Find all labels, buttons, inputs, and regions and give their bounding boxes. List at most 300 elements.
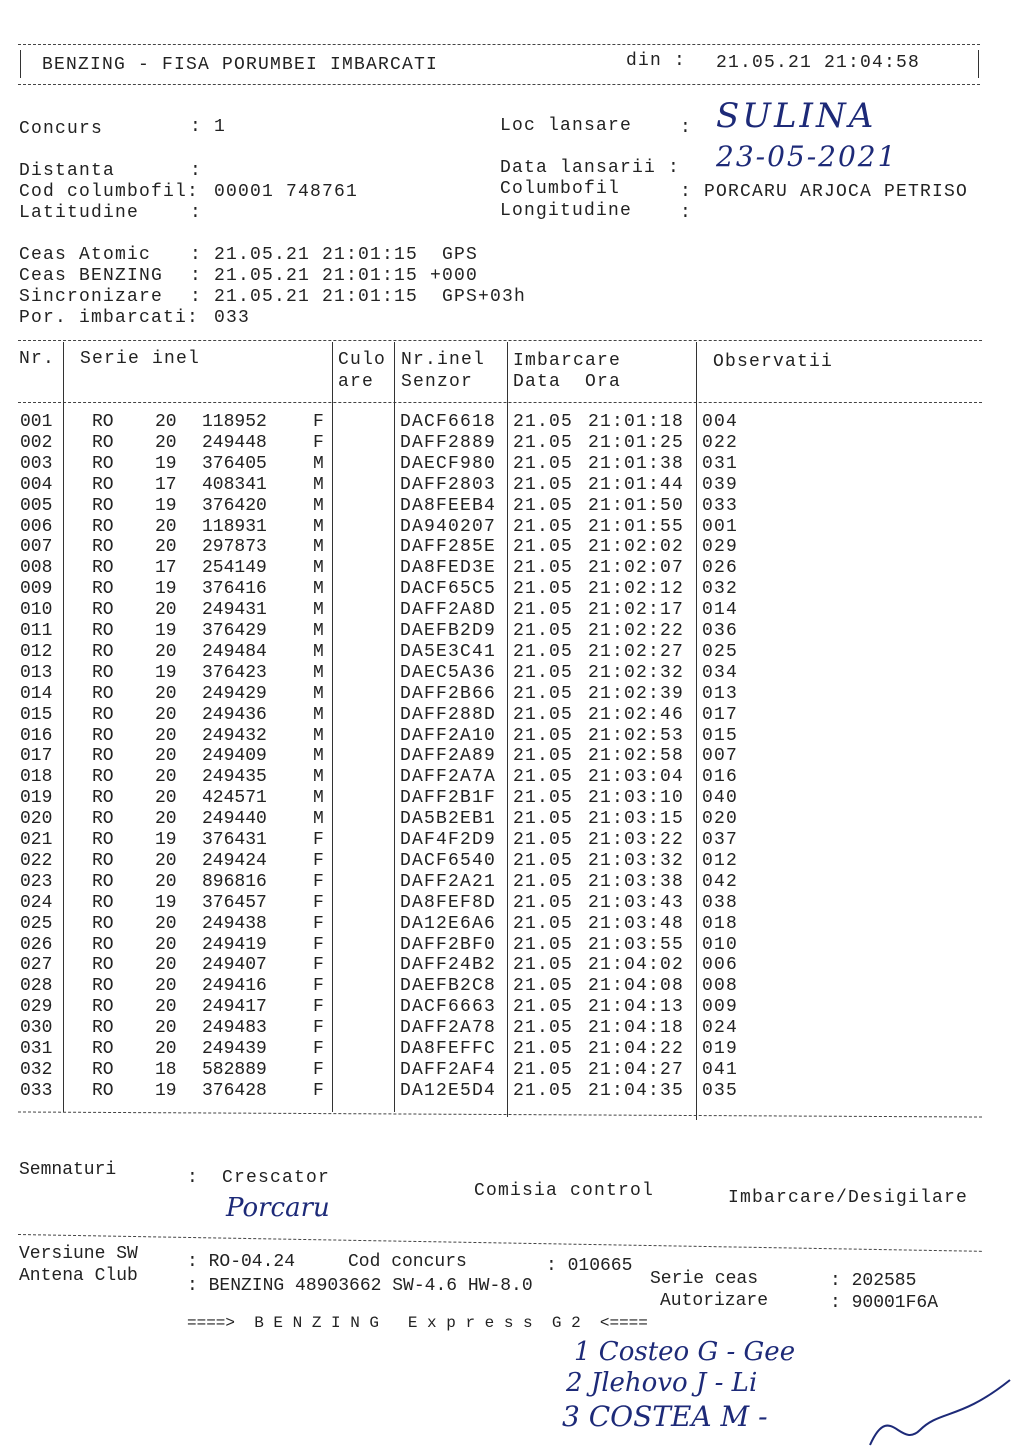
row-ring: 249484 xyxy=(202,641,267,662)
row-ring: 249429 xyxy=(202,683,267,704)
row-country: RO xyxy=(92,412,114,432)
row-year: 20 xyxy=(155,600,177,621)
row-country: RO xyxy=(92,1080,114,1101)
row-sensor: DAEC5A36 xyxy=(400,662,497,683)
din-label: din : xyxy=(626,51,687,71)
table-bottom-border xyxy=(18,1111,982,1117)
row-obs: 040 xyxy=(702,788,739,809)
row-sensor: DAFF2889 xyxy=(400,432,497,453)
crescator-signature: Porcaru xyxy=(226,1193,330,1223)
row-date: 21.05 xyxy=(513,746,574,767)
row-date: 21.05 xyxy=(513,516,574,537)
row-nr: 012 xyxy=(20,641,53,662)
row-nr: 008 xyxy=(20,558,53,579)
handwritten-note: 2 Jlehovo J - Li xyxy=(566,1368,758,1398)
col-header-observatii: Observatii xyxy=(713,352,834,372)
row-time: 21:02:02 xyxy=(588,537,685,558)
row-obs: 026 xyxy=(702,558,739,579)
row-ring: 297873 xyxy=(202,537,267,558)
row-ring: 249440 xyxy=(202,809,267,830)
row-sensor: DAF4F2D9 xyxy=(400,830,497,850)
row-nr: 021 xyxy=(20,830,53,850)
ceas-benzing-label: Ceas BENZING xyxy=(19,266,164,286)
din-value: 21.05.21 21:04:58 xyxy=(716,53,921,73)
table-row xyxy=(0,809,1024,830)
row-sensor: DAFF24B2 xyxy=(400,955,497,976)
col-header-imbarcare-1: Imbarcare xyxy=(513,351,622,371)
row-date: 21.05 xyxy=(513,1018,574,1039)
row-year: 19 xyxy=(155,495,177,516)
table-row xyxy=(0,955,1024,976)
row-nr: 014 xyxy=(20,683,53,704)
row-sex: F xyxy=(313,976,324,997)
row-sex: F xyxy=(313,892,324,913)
row-sensor: DAFF2A78 xyxy=(400,1018,497,1039)
row-sex: M xyxy=(313,746,324,767)
row-ring: 249416 xyxy=(202,976,267,997)
row-ring: 249409 xyxy=(202,746,267,767)
row-year: 20 xyxy=(155,788,177,809)
row-sex: F xyxy=(313,934,324,955)
table-row xyxy=(0,746,1024,767)
longitudine-value: : xyxy=(680,203,693,223)
row-date: 21.05 xyxy=(513,641,574,662)
table-row xyxy=(0,851,1024,872)
row-ring: 118931 xyxy=(202,516,267,537)
header-bottom-border xyxy=(18,84,980,85)
col-header-serie: Serie inel xyxy=(80,349,201,369)
row-country: RO xyxy=(92,892,114,913)
row-country: RO xyxy=(92,997,114,1018)
row-time: 21:01:18 xyxy=(588,412,685,432)
row-ring: 376416 xyxy=(202,579,267,600)
row-year: 20 xyxy=(155,725,177,746)
row-ring: 249419 xyxy=(202,934,267,955)
versiune-sw-value: : RO-04.24 xyxy=(187,1252,296,1272)
row-ring: 249432 xyxy=(202,725,267,746)
row-sex: M xyxy=(313,767,324,788)
row-sex: F xyxy=(313,955,324,976)
row-nr: 019 xyxy=(20,788,53,809)
table-row xyxy=(0,642,1024,663)
row-obs: 033 xyxy=(702,495,739,516)
row-date: 21.05 xyxy=(513,976,574,997)
row-sensor: DA12E6A6 xyxy=(400,913,497,934)
cod-columbofil-label: Cod columbofil: xyxy=(19,182,200,202)
row-obs: 042 xyxy=(702,871,739,892)
table-row xyxy=(0,976,1024,997)
row-time: 21:03:15 xyxy=(588,809,685,830)
table-row xyxy=(0,872,1024,893)
row-nr: 009 xyxy=(20,579,53,600)
row-country: RO xyxy=(92,913,114,934)
table-row xyxy=(0,454,1024,475)
row-obs: 032 xyxy=(702,579,739,600)
row-time: 21:02:58 xyxy=(588,746,685,767)
row-date: 21.05 xyxy=(513,1059,574,1080)
row-date: 21.05 xyxy=(513,892,574,913)
longitudine-label: Longitudine xyxy=(500,201,633,221)
row-year: 19 xyxy=(155,579,177,600)
row-sex: M xyxy=(313,621,324,641)
row-date: 21.05 xyxy=(513,537,574,558)
row-nr: 001 xyxy=(20,412,53,432)
row-country: RO xyxy=(92,1039,114,1059)
row-time: 21:04:13 xyxy=(588,997,685,1018)
row-country: RO xyxy=(92,704,114,725)
row-sex: M xyxy=(313,600,324,621)
row-country: RO xyxy=(92,453,114,474)
document-title: BENZING - FISA PORUMBEI IMBARCATI xyxy=(42,55,439,75)
row-date: 21.05 xyxy=(513,850,574,871)
por-imbarcati-label: Por. imbarcati: xyxy=(19,308,200,328)
row-country: RO xyxy=(92,934,114,955)
row-year: 20 xyxy=(155,1018,177,1039)
ceas-benzing-value: : 21.05.21 21:01:15 +000 xyxy=(190,266,479,286)
row-time: 21:01:25 xyxy=(588,432,685,453)
row-obs: 037 xyxy=(702,830,739,850)
row-date: 21.05 xyxy=(513,1080,574,1101)
row-sex: M xyxy=(313,495,324,516)
row-year: 17 xyxy=(155,474,177,495)
row-date: 21.05 xyxy=(513,683,574,704)
row-sex: M xyxy=(313,725,324,746)
row-obs: 006 xyxy=(702,955,739,976)
row-obs: 016 xyxy=(702,767,739,788)
table-header-divider xyxy=(18,402,982,403)
row-time: 21:02:22 xyxy=(588,621,685,641)
sincronizare-label: Sincronizare xyxy=(19,287,164,307)
table-row xyxy=(0,496,1024,517)
row-sex: F xyxy=(313,997,324,1018)
row-sex: F xyxy=(313,913,324,934)
row-nr: 024 xyxy=(20,892,53,913)
row-sex: M xyxy=(313,683,324,704)
row-sensor: DA8FED3E xyxy=(400,558,497,579)
row-date: 21.05 xyxy=(513,809,574,830)
row-sensor: DACF6663 xyxy=(400,997,497,1018)
row-country: RO xyxy=(92,662,114,683)
row-obs: 038 xyxy=(702,892,739,913)
col-header-culoare-2: are xyxy=(338,372,375,392)
row-sensor: DA5B2EB1 xyxy=(400,809,497,830)
row-nr: 006 xyxy=(20,516,53,537)
signatures-divider xyxy=(18,1234,982,1252)
serie-ceas-label: Serie ceas xyxy=(650,1269,759,1289)
brand-line: ====> B E N Z I N G E x p r e s s G 2 <==== xyxy=(187,1314,648,1332)
row-sex: F xyxy=(313,1059,324,1080)
row-ring: 376405 xyxy=(202,453,267,474)
row-date: 21.05 xyxy=(513,788,574,809)
row-sex: M xyxy=(313,516,324,537)
table-row xyxy=(0,893,1024,914)
row-year: 20 xyxy=(155,704,177,725)
data-lansarii-handwritten: 23-05-2021 xyxy=(716,140,898,173)
row-time: 21:04:02 xyxy=(588,955,685,976)
row-country: RO xyxy=(92,830,114,850)
row-nr: 007 xyxy=(20,537,53,558)
row-country: RO xyxy=(92,1059,114,1080)
row-time: 21:02:17 xyxy=(588,600,685,621)
row-country: RO xyxy=(92,871,114,892)
row-year: 20 xyxy=(155,683,177,704)
versiune-sw-label: Versiune SW xyxy=(19,1244,138,1264)
row-nr: 015 xyxy=(20,704,53,725)
row-sex: M xyxy=(313,474,324,495)
row-sex: M xyxy=(313,641,324,662)
antena-club-value: : BENZING 48903662 SW-4.6 HW-8.0 xyxy=(187,1276,533,1296)
signature-scribble xyxy=(860,1360,1020,1450)
row-nr: 003 xyxy=(20,453,53,474)
row-country: RO xyxy=(92,767,114,788)
row-sex: M xyxy=(313,662,324,683)
row-sensor: DAFF2A89 xyxy=(400,746,497,767)
row-nr: 032 xyxy=(20,1059,53,1080)
header-left-border xyxy=(20,50,21,78)
row-date: 21.05 xyxy=(513,662,574,683)
row-nr: 022 xyxy=(20,850,53,871)
row-sensor: DAFF288D xyxy=(400,704,497,725)
row-time: 21:03:10 xyxy=(588,788,685,809)
row-ring: 249448 xyxy=(202,432,267,453)
row-nr: 018 xyxy=(20,767,53,788)
row-ring: 249438 xyxy=(202,913,267,934)
row-time: 21:02:53 xyxy=(588,725,685,746)
table-row xyxy=(0,621,1024,642)
row-sex: F xyxy=(313,871,324,892)
row-country: RO xyxy=(92,746,114,767)
row-ring: 249439 xyxy=(202,1039,267,1059)
table-row xyxy=(0,788,1024,809)
row-obs: 001 xyxy=(702,516,739,537)
row-obs: 031 xyxy=(702,453,739,474)
row-obs: 015 xyxy=(702,725,739,746)
row-country: RO xyxy=(92,788,114,809)
table-row xyxy=(0,684,1024,705)
row-time: 21:02:32 xyxy=(588,662,685,683)
row-date: 21.05 xyxy=(513,704,574,725)
row-obs: 009 xyxy=(702,997,739,1018)
row-country: RO xyxy=(92,474,114,495)
row-nr: 016 xyxy=(20,725,53,746)
row-date: 21.05 xyxy=(513,1039,574,1059)
row-time: 21:04:22 xyxy=(588,1039,685,1059)
row-time: 21:02:07 xyxy=(588,558,685,579)
header-top-border xyxy=(18,44,980,45)
row-year: 19 xyxy=(155,830,177,850)
row-year: 19 xyxy=(155,662,177,683)
row-sensor: DAFF2BF0 xyxy=(400,934,497,955)
row-nr: 031 xyxy=(20,1039,53,1059)
row-ring: 376429 xyxy=(202,621,267,641)
row-obs: 036 xyxy=(702,621,739,641)
col-header-nrinel-1: Nr.inel xyxy=(401,350,486,370)
table-top-border xyxy=(18,340,982,341)
row-sensor: DAFF2B66 xyxy=(400,683,497,704)
row-date: 21.05 xyxy=(513,495,574,516)
row-date: 21.05 xyxy=(513,579,574,600)
row-ring: 249417 xyxy=(202,997,267,1018)
row-sex: M xyxy=(313,788,324,809)
row-ring: 376428 xyxy=(202,1080,267,1101)
row-country: RO xyxy=(92,976,114,997)
row-country: RO xyxy=(92,600,114,621)
col-header-imbarcare-2: Data Ora xyxy=(513,372,622,392)
crescator-label: Crescator xyxy=(222,1168,331,1188)
row-sex: M xyxy=(313,453,324,474)
row-time: 21:03:55 xyxy=(588,934,685,955)
row-date: 21.05 xyxy=(513,474,574,495)
row-sensor: DAFF2803 xyxy=(400,474,497,495)
row-sensor: DACF6618 xyxy=(400,412,497,432)
table-row xyxy=(0,830,1024,851)
row-obs: 034 xyxy=(702,662,739,683)
row-ring: 376420 xyxy=(202,495,267,516)
row-obs: 008 xyxy=(702,976,739,997)
row-time: 21:03:38 xyxy=(588,871,685,892)
row-date: 21.05 xyxy=(513,600,574,621)
row-sex: F xyxy=(313,850,324,871)
row-nr: 029 xyxy=(20,997,53,1018)
row-time: 21:04:27 xyxy=(588,1059,685,1080)
row-nr: 023 xyxy=(20,871,53,892)
row-year: 19 xyxy=(155,621,177,641)
row-date: 21.05 xyxy=(513,913,574,934)
handwritten-note: 1 Costeo G - Gee xyxy=(574,1337,796,1367)
table-row xyxy=(0,475,1024,496)
row-sensor: DAFF2A21 xyxy=(400,871,497,892)
row-time: 21:04:35 xyxy=(588,1080,685,1101)
row-sex: F xyxy=(313,1080,324,1101)
cod-columbofil-value: 00001 748761 xyxy=(214,182,359,202)
row-sex: F xyxy=(313,1039,324,1059)
distanta-label: Distanta xyxy=(19,161,116,181)
row-time: 21:01:50 xyxy=(588,495,685,516)
row-nr: 030 xyxy=(20,1018,53,1039)
row-time: 21:01:44 xyxy=(588,474,685,495)
row-sex: M xyxy=(313,704,324,725)
row-date: 21.05 xyxy=(513,767,574,788)
autorizare-label: Autorizare xyxy=(660,1291,769,1311)
row-country: RO xyxy=(92,495,114,516)
row-ring: 424571 xyxy=(202,788,267,809)
row-nr: 027 xyxy=(20,955,53,976)
row-year: 17 xyxy=(155,558,177,579)
row-nr: 020 xyxy=(20,809,53,830)
row-nr: 028 xyxy=(20,976,53,997)
row-nr: 026 xyxy=(20,934,53,955)
row-sex: M xyxy=(313,558,324,579)
columbofil-value: : PORCARU ARJOCA PETRISO xyxy=(680,182,969,202)
concurs-value: : 1 xyxy=(190,117,227,137)
row-country: RO xyxy=(92,621,114,641)
row-sensor: DAEFB2C8 xyxy=(400,976,497,997)
row-obs: 007 xyxy=(702,746,739,767)
row-year: 20 xyxy=(155,537,177,558)
row-year: 19 xyxy=(155,1080,177,1101)
row-sex: F xyxy=(313,432,324,453)
comisia-control-label: Comisia control xyxy=(474,1181,655,1201)
row-ring: 376423 xyxy=(202,662,267,683)
row-obs: 029 xyxy=(702,537,739,558)
columbofil-label: Columbofil xyxy=(500,179,621,199)
row-obs: 039 xyxy=(702,474,739,495)
row-sensor: DA8FEFFC xyxy=(400,1039,497,1059)
row-sex: M xyxy=(313,537,324,558)
row-date: 21.05 xyxy=(513,830,574,850)
row-country: RO xyxy=(92,850,114,871)
row-year: 20 xyxy=(155,746,177,767)
row-country: RO xyxy=(92,955,114,976)
row-sensor: DA5E3C41 xyxy=(400,641,497,662)
row-country: RO xyxy=(92,579,114,600)
row-obs: 035 xyxy=(702,1080,739,1101)
row-time: 21:01:55 xyxy=(588,516,685,537)
table-row xyxy=(0,1018,1024,1039)
row-ring: 118952 xyxy=(202,412,267,432)
ceas-atomic-value: : 21.05.21 21:01:15 GPS xyxy=(190,245,479,265)
table-row xyxy=(0,517,1024,538)
row-ring: 582889 xyxy=(202,1059,267,1080)
row-obs: 022 xyxy=(702,432,739,453)
row-sensor: DACF6540 xyxy=(400,850,497,871)
row-ring: 376457 xyxy=(202,892,267,913)
table-row xyxy=(0,767,1024,788)
row-sensor: DAECF980 xyxy=(400,453,497,474)
row-sensor: DAFF285E xyxy=(400,537,497,558)
row-year: 20 xyxy=(155,767,177,788)
loc-lansare-label: Loc lansare xyxy=(500,116,633,136)
row-sensor: DA8FEEB4 xyxy=(400,495,497,516)
row-nr: 005 xyxy=(20,495,53,516)
row-sensor: DA12E5D4 xyxy=(400,1080,497,1101)
table-row xyxy=(0,935,1024,956)
row-year: 20 xyxy=(155,809,177,830)
row-year: 20 xyxy=(155,934,177,955)
row-year: 20 xyxy=(155,997,177,1018)
table-row xyxy=(0,914,1024,935)
table-row xyxy=(0,997,1024,1018)
row-time: 21:01:38 xyxy=(588,453,685,474)
header-right-border xyxy=(978,50,979,78)
row-ring: 408341 xyxy=(202,474,267,495)
concurs-label: Concurs xyxy=(19,119,104,139)
row-time: 21:03:32 xyxy=(588,850,685,871)
cod-concurs-value: : 010665 xyxy=(546,1256,633,1276)
row-obs: 041 xyxy=(702,1059,739,1080)
loc-lansare-colon: : xyxy=(680,118,693,138)
row-year: 20 xyxy=(155,412,177,432)
row-country: RO xyxy=(92,516,114,537)
row-sensor: DA940207 xyxy=(400,516,497,537)
row-ring: 249483 xyxy=(202,1018,267,1039)
row-year: 19 xyxy=(155,892,177,913)
row-sex: M xyxy=(313,809,324,830)
table-row xyxy=(0,579,1024,600)
row-date: 21.05 xyxy=(513,558,574,579)
row-year: 20 xyxy=(155,955,177,976)
row-nr: 033 xyxy=(20,1080,53,1101)
row-sensor: DA8FEF8D xyxy=(400,892,497,913)
row-nr: 011 xyxy=(20,621,53,641)
table-row xyxy=(0,1039,1024,1060)
row-time: 21:02:46 xyxy=(588,704,685,725)
table-row xyxy=(0,1081,1024,1102)
semnaturi-label: Semnaturi xyxy=(19,1160,117,1180)
row-nr: 002 xyxy=(20,432,53,453)
row-nr: 025 xyxy=(20,913,53,934)
semnaturi-colon: : xyxy=(187,1168,198,1188)
